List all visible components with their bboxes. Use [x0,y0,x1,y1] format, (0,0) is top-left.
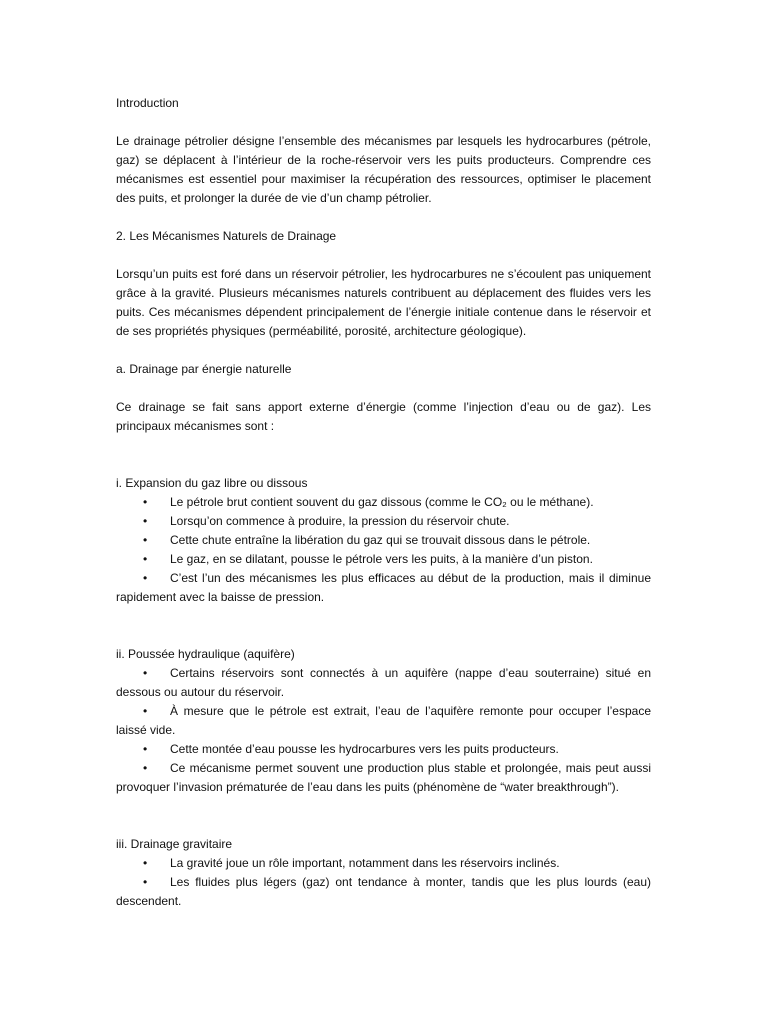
list-item-text: Ce mécanisme permet souvent une production plus stable et prolongée, mais peut aussi provoquer l’invasion prématurée de l’eau dans les puits (phénomène de “water breakthrough”). [116,761,651,794]
bullet-icon: • [143,571,148,585]
list-item-text: La gravité joue un rôle important, notamment dans les réservoirs inclinés. [170,856,560,870]
bullet-icon: • [143,875,148,889]
list-item [116,531,651,550]
spacer [116,113,651,132]
list-item-text: Certains réservoirs sont connectés à un aquifère (nappe d’eau souterraine) situé en dessous ou autour du réservoir. [116,666,651,699]
section-2-heading: 2. Les Mécanismes Naturels de Drainage [116,229,337,243]
spacer [116,341,651,360]
mechanism-2-title: ii. Poussée hydraulique (aquifère) [116,647,295,661]
list-item-text: À mesure que le pétrole est extrait, l’eau de l’aquifère remonte pour occuper l’espace laissé vide. [116,704,651,737]
mechanism-3-bullet-list [116,854,651,911]
bullet-icon: • [143,761,148,775]
list-item [116,759,651,797]
list-item-text: Cette chute entraîne la libération du gaz qui se trouvait dissous dans le pétrole. [170,533,591,547]
list-item [116,493,651,512]
mechanism-1-bullet-list [116,493,651,607]
list-item [116,702,651,740]
spacer [116,246,651,265]
bullet-icon: • [143,552,148,566]
bullet-icon: • [143,514,148,528]
list-item [116,873,651,911]
bullet-icon: • [143,666,148,680]
intro-heading: Introduction [116,96,179,110]
list-item-text: C’est l’un des mécanismes les plus efficaces au début de la production, mais il diminue rapidement avec la baisse de pression. [116,571,651,604]
section-2-paragraph: Lorsqu’un puits est foré dans un réservoir pétrolier, les hydrocarbures ne s’écoulent pas uniquement grâce à la gravité. Plusieurs mécanismes naturels contribuent au déplacement des fluides vers les puits. Ces mécanismes dépendent principalement de l’énergie initiale contenue dans le réservoir et de ses propriétés physiques (perméabilité, porosité, architecture géologique). [116,267,651,338]
list-item-text: Cette montée d’eau pousse les hydrocarbures vers les puits producteurs. [170,742,559,756]
mechanism-2-bullet-list [116,664,651,797]
list-item [116,550,651,569]
mechanism-1-title: i. Expansion du gaz libre ou dissous [116,476,308,490]
bullet-icon: • [143,704,148,718]
spacer [116,797,651,835]
spacer [116,379,651,398]
subsection-a-paragraph: Ce drainage se fait sans apport externe d’énergie (comme l’injection d’eau ou de gaz). Les principaux mécanismes sont : [116,400,651,433]
mechanism-3-title: iii. Drainage gravitaire [116,837,233,851]
list-item [116,512,651,531]
subsection-a-heading: a. Drainage par énergie naturelle [116,362,292,376]
list-item [116,664,651,702]
list-item-text: Le gaz, en se dilatant, pousse le pétrole vers les puits, à la manière d’un piston. [170,552,593,566]
bullet-icon: • [143,495,148,509]
list-item [116,740,651,759]
list-item [116,569,651,607]
bullet-icon: • [143,742,148,756]
list-item [116,854,651,873]
list-item-text: Lorsqu’on commence à produire, la pression du réservoir chute. [170,514,510,528]
list-item-text: Les fluides plus légers (gaz) ont tendance à monter, tandis que les plus lourds (eau) descendent. [116,875,651,908]
intro-paragraph: Le drainage pétrolier désigne l’ensemble des mécanismes par lesquels les hydrocarbures (pétrole, gaz) se déplacent à l’intérieur de la roche-réservoir vers les puits producteurs. Comprendre ces mécanismes est essentiel pour maximiser la récupération des ressources, optimiser le placement des puits, et prolonger la durée de vie d’un champ pétrolier. [116,134,651,205]
list-item-text: Le pétrole brut contient souvent du gaz dissous (comme le CO₂ ou le méthane). [170,495,594,509]
bullet-icon: • [143,856,148,870]
spacer [116,436,651,474]
bullet-icon: • [143,533,148,547]
spacer [116,208,651,227]
spacer [116,607,651,645]
